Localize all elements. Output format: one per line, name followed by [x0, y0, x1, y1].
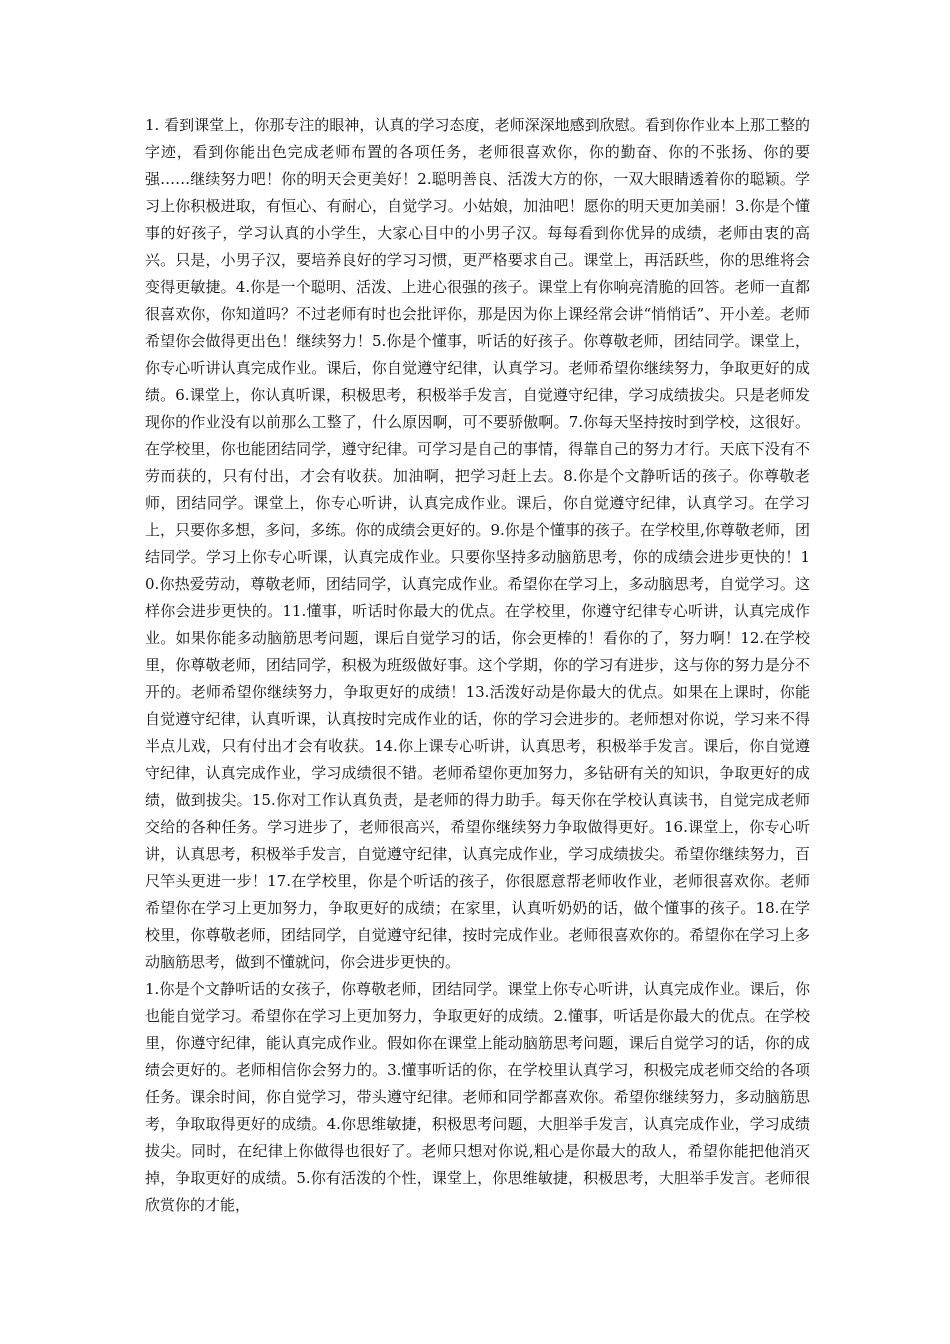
document-page	[145, 112, 810, 1219]
comments-paragraph-1: 1. 看到课堂上，你那专注的眼神，认真的学习态度，老师深深地感到欣慰。看到你作业本上那工整的字迹，看到你能出色完成老师布置的各项任务，老师很喜欢你，你的勤奋、你的不张扬、你的要强……继续努力吧！你的明天会更美好！2.聪明善良、活泼大方的你，一双大眼睛透着你的聪颖。学习上你积极进取，有恒心、有耐心，自觉学习。小姑娘，加油吧！愿你的明天更加美丽！3.你是个懂事的好孩子，学习认真的小学生，大家心目中的小男子汉。每每看到你优异的成绩，老师由衷的高兴。只是，小男子汉，要培养良好的学习习惯，更严格要求自己。课堂上，再活跃些，你的思维将会变得更敏捷。4.你是一个聪明、活泼、上进心很强的孩子。课堂上有你响亮清脆的回答。老师一直都很喜欢你，你知道吗？不过老师有时也会批评你，那是因为你上课经常会讲“悄悄话”、开小差。老师希望你会做得更出色！继续努力！5.你是个懂事，听话的好孩子。你尊敬老师，团结同学。课堂上，你专心听讲认真完成作业。课后，你自觉遵守纪律，认真学习。老师希望你继续努力，争取更好的成绩。6.课堂上，你认真听课，积极思考，积极举手发言，自觉遵守纪律，学习成绩拔尖。只是老师发现你的作业没有以前那么工整了，什么原因啊，可不要骄傲啊。7.你每天坚持按时到学校，这很好。在学校里，你也能团结同学，遵守纪律。可学习是自己的事情，得靠自己的努力才行。天底下没有不劳而获的，只有付出，才会有收获。加油啊，把学习赶上去。8.你是个文静听话的孩子。你尊敬老师，团结同学。课堂上，你专心听讲，认真完成作业。课后，你自觉遵守纪律，认真学习。在学习上，只要你多想，多问，多练。你的成绩会更好的。9.你是个懂事的孩子。在学校里,你尊敬老师，团结同学。学习上你专心听课，认真完成作业。只要你坚持多动脑筋思考，你的成绩会进步更快的！10.你热爱劳动，尊敬老师，团结同学，认真完成作业。希望你在学习上，多动脑思考，自觉学习。这样你会进步更快的。11.懂事，听话时你最大的优点。在学校里，你遵守纪律专心听讲，认真完成作业。如果你能多动脑筋思考问题，课后自觉学习的话，你会更棒的！看你的了，努力啊！12.在学校里，你尊敬老师，团结同学，积极为班级做好事。这个学期，你的学习有进步，这与你的努力是分不开的。老师希望你继续努力，争取更好的成绩！13.活泼好动是你最大的优点。如果在上课时，你能自觉遵守纪律，认真听课，认真按时完成作业的话，你的学习会进步的。老师想对你说，学习来不得半点儿戏，只有付出才会有收获。14.你上课专心听讲，认真思考，积极举手发言。课后，你自觉遵守纪律，认真完成作业，学习成绩很不错。老师希望你更加努力，多钻研有关的知识，争取更好的成绩，做到拔尖。15.你对工作认真负责，是老师的得力助手。每天你在学校认真读书，自觉完成老师交给的各种任务。学习进步了，老师很高兴，希望你继续努力争取做得更好。16.课堂上，你专心听讲，认真思考，积极举手发言，自觉遵守纪律，认真完成作业，学习成绩拔尖。希望你继续努力，百尺竿头更进一步！17.在学校里，你是个听话的孩子，你很愿意帮老师收作业，老师很喜欢你。老师希望你在学习上更加努力，争取更好的成绩；在家里，认真听奶奶的话，做个懂事的孩子。18.在学校里，你尊敬老师，团结同学，自觉遵守纪律，按时完成作业。老师很喜欢你的。希望你在学习上多动脑筋思考，做到不懂就问，你会进步更快的。	[145, 116, 810, 971]
comments-paragraph-2: 1.你是个文静听话的女孩子，你尊敬老师，团结同学。课堂上你专心听讲，认真完成作业。课后，你也能自觉学习。希望你在学习上更加努力，争取更好的成绩。2.懂事，听话是你最大的优点。在学校里，你遵守纪律，能认真完成作业。假如你在课堂上能动脑筋思考问题，课后自觉学习的话，你的成绩会更好的。老师相信你会努力的。3.懂事听话的你，在学校里认真学习，积极完成老师交给的各项任务。课余时间，你自觉学习，带头遵守纪律。老师和同学都喜欢你。希望你继续努力，多动脑筋思考，争取取得更好的成绩。4.你思维敏捷，积极思考问题，大胆举手发言，认真完成作业，学习成绩拔尖。同时，在纪律上你做得也很好了。老师只想对你说,粗心是你最大的敌人，希望你能把他消灭掉，争取更好的成绩。5.你有活泼的个性，课堂上，你思维敏捷，积极思考，大胆举手发言。老师很欣赏你的才能，	[145, 980, 810, 1214]
